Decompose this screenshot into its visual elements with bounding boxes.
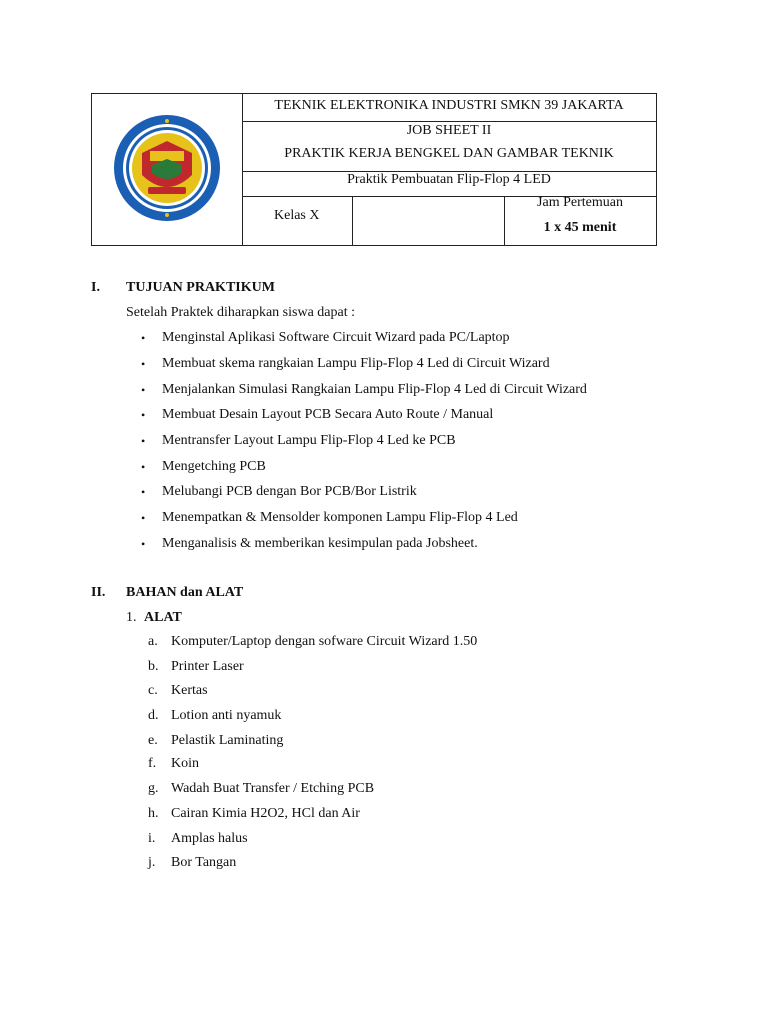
tool-item: Printer Laser [171, 659, 244, 674]
bullet-icon: • [141, 357, 146, 371]
objective-item: Mentransfer Layout Lampu Flip-Flop 4 Led ke PCB [162, 433, 456, 448]
meeting-hours-value: 1 x 45 menit [543, 220, 617, 235]
section1-title: TUJUAN PRAKTIKUM [126, 280, 275, 295]
jobsheet-number: JOB SHEET II [406, 123, 492, 138]
bullet-icon: • [141, 408, 146, 422]
tool-letter: d. [148, 708, 159, 723]
objective-item: Membuat skema rangkaian Lampu Flip-Flop 4 Led di Circuit Wizard [162, 356, 550, 371]
section2-number: II. [91, 585, 106, 600]
tool-letter: f. [148, 756, 157, 771]
bullet-icon: • [141, 537, 146, 551]
tool-item: Pelastik Laminating [171, 733, 284, 748]
school-crest-icon [112, 113, 222, 223]
subsection-number: 1. [126, 610, 137, 625]
practice-topic: Praktik Pembuatan Flip-Flop 4 LED [347, 172, 551, 187]
header-table [91, 93, 657, 246]
meeting-hours-cell [504, 196, 656, 245]
tool-item: Wadah Buat Transfer / Etching PCB [171, 781, 375, 796]
objective-item: Menginstal Aplikasi Software Circuit Wizard pada PC/Laptop [162, 330, 510, 345]
header-row-meta [242, 196, 656, 245]
tool-letter: g. [148, 781, 159, 796]
bullet-icon: • [141, 511, 146, 525]
section1-number: I. [91, 280, 100, 295]
tool-item: Kertas [171, 683, 208, 698]
header-row-school [242, 94, 656, 122]
tool-letter: h. [148, 806, 159, 821]
class-cell [242, 196, 353, 245]
tool-letter: j. [148, 855, 156, 870]
section1-intro: Setelah Praktek diharapkan siswa dapat : [126, 305, 355, 320]
header-row-topic [242, 171, 656, 197]
section2-title: BAHAN dan ALAT [126, 585, 244, 600]
bullet-icon: • [141, 331, 146, 345]
tool-item: Cairan Kimia H2O2, HCl dan Air [171, 806, 360, 821]
tool-letter: e. [148, 733, 158, 748]
objective-item: Membuat Desain Layout PCB Secara Auto Route / Manual [162, 407, 494, 422]
tool-letter: i. [148, 831, 156, 846]
bullet-icon: • [141, 383, 146, 397]
tool-letter: c. [148, 683, 158, 698]
bullet-icon: • [141, 485, 146, 499]
objective-item: Menganalisis & memberikan kesimpulan pada Jobsheet. [162, 536, 478, 551]
class-label: Kelas X [274, 208, 320, 223]
subsection-title: ALAT [144, 610, 182, 625]
objective-item: Menempatkan & Mensolder komponen Lampu Flip-Flop 4 Led [162, 510, 518, 525]
empty-cell [352, 196, 505, 245]
tool-item: Komputer/Laptop dengan sofware Circuit Wizard 1.50 [171, 634, 478, 649]
objective-item: Menjalankan Simulasi Rangkaian Lampu Flip-Flop 4 Led di Circuit Wizard [162, 382, 587, 397]
tool-item: Lotion anti nyamuk [171, 708, 282, 723]
tool-item: Amplas halus [171, 831, 248, 846]
objective-item: Mengetching PCB [162, 459, 266, 474]
objective-item: Melubangi PCB dengan Bor PCB/Bor Listrik [162, 484, 417, 499]
tool-item: Koin [171, 756, 199, 771]
logo-cell [92, 94, 243, 245]
tool-letter: b. [148, 659, 159, 674]
bullet-icon: • [141, 460, 146, 474]
meeting-hours-label: Jam Pertemuan [537, 195, 623, 210]
header-row-jobsheet [242, 121, 656, 172]
tool-letter: a. [148, 634, 158, 649]
jobsheet-subject: PRAKTIK KERJA BENGKEL DAN GAMBAR TEKNIK [284, 146, 614, 161]
tool-item: Bor Tangan [171, 855, 237, 870]
school-title: TEKNIK ELEKTRONIKA INDUSTRI SMKN 39 JAKARTA [274, 98, 624, 113]
bullet-icon: • [141, 434, 146, 448]
